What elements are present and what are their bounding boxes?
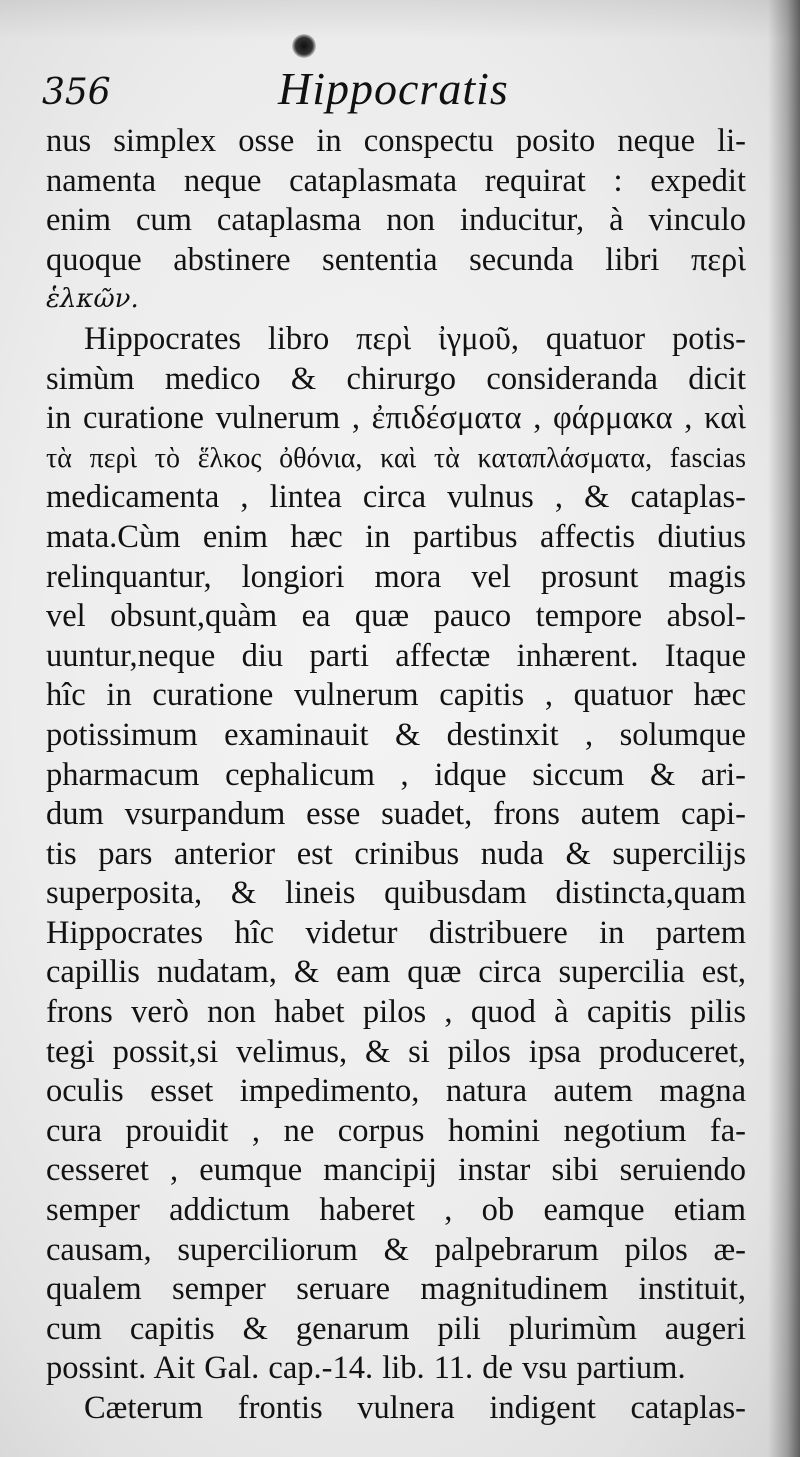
ink-blot xyxy=(292,34,316,58)
text-line: frons verò non habet pilos , quod à capitis pilis xyxy=(46,994,746,1031)
text-line: hîc in curatione vulnerum capitis , quatuor hæc xyxy=(46,677,746,714)
text-line: potissimum examinauit & destinxit , solumque xyxy=(46,716,746,753)
page-number: 356 xyxy=(42,72,111,113)
text-line: relinquantur, longiori mora vel prosunt magis xyxy=(46,558,746,595)
text-line: superposita, & lineis quibusdam distincta,quam xyxy=(46,875,746,912)
text-line: oculis esset impedimento, natura autem magna xyxy=(46,1073,746,1110)
text-line: quoque abstinere sententia secunda libri περὶ xyxy=(46,241,746,278)
text-line: simùm medico & chirurgo consideranda dicit xyxy=(46,360,746,397)
text-line: tegi possit,si velimus, & si pilos ipsa produceret, xyxy=(46,1033,746,1070)
top-shading xyxy=(0,0,800,40)
text-line: mata.Cùm enim hæc in partibus affectis diutius xyxy=(46,518,746,555)
page-edge-shadow xyxy=(768,0,800,1457)
text-line: cesseret , eumque mancipij instar sibi seruiendo xyxy=(46,1152,746,1189)
text-line: pharmacum cephalicum , idque siccum & ari- xyxy=(46,756,746,793)
text-line: possint. Ait Gal. cap.-14. lib. 11. de vsu partium. xyxy=(46,1350,686,1387)
page-header xyxy=(42,62,722,122)
text-line: nus simplex osse in conspectu posito neque li- xyxy=(46,123,746,159)
text-line: cura prouidit , ne corpus homini negotium fa- xyxy=(46,1112,746,1149)
text-line: Cæterum frontis vulnera indigent cataplas- xyxy=(84,1390,746,1426)
running-title: Hippocratis xyxy=(278,63,509,114)
body-text xyxy=(46,122,746,1429)
text-line: ἑλκῶν. xyxy=(46,284,139,315)
text-line: Hippocrates hîc videtur distribuere in partem xyxy=(46,914,746,951)
text-line: capillis nudatam, & eam quæ circa supercilia est, xyxy=(46,954,746,991)
text-line: Hippocrates libro περὶ ἰγμοῦ, quatuor potis- xyxy=(84,320,746,357)
text-line: dum vsurpandum esse suadet, frons autem capi- xyxy=(46,796,746,833)
text-line: tis pars anterior est crinibus nuda & supercilijs xyxy=(46,835,746,872)
text-line: semper addictum haberet , ob eamque etiam xyxy=(46,1192,746,1229)
text-line: causam, superciliorum & palpebrarum pilos æ- xyxy=(46,1231,746,1268)
text-line: uuntur,neque diu parti affectæ inhærent. Itaque xyxy=(46,637,746,674)
text-line: τὰ περὶ τὸ ἕλκος ὀθόνια, καὶ τὰ καταπλάσματα, fascias xyxy=(46,442,746,474)
text-line: vel obsunt,quàm ea quæ pauco tempore absol- xyxy=(46,598,746,635)
text-line: namenta neque cataplasmata requirat : expedit xyxy=(46,162,746,199)
text-line: in curatione vulnerum , ἐπιδέσματα , φάρμακα , καὶ xyxy=(46,400,746,437)
text-line: enim cum cataplasma non inducitur, à vinculo xyxy=(46,202,746,239)
text-line: qualem semper seruare magnitudinem instituit, xyxy=(46,1271,746,1308)
text-line: cum capitis & genarum pili plurimùm augeri xyxy=(46,1310,746,1347)
text-line: medicamenta , lintea circa vulnus , & cataplas- xyxy=(46,479,746,516)
